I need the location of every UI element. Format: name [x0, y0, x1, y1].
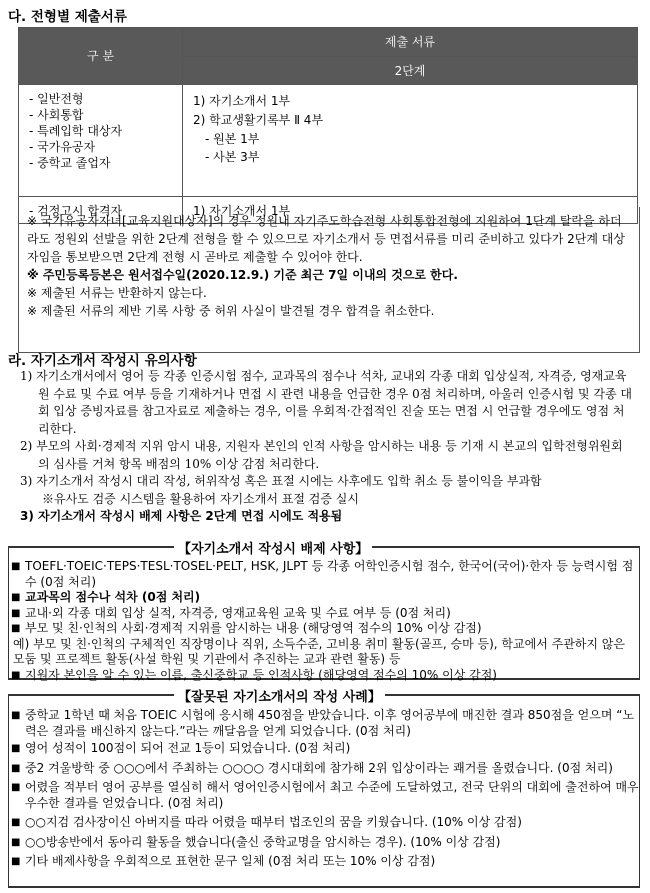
- exclusions-box: [8, 542, 640, 682]
- section-c-heading: 다. 전형별 제출서류: [8, 9, 127, 25]
- category-header: 구 분: [19, 28, 183, 85]
- exclusion-item: ■ 교과목의 점수나 석차 (0점 처리): [9, 590, 639, 606]
- document-item: 1) 자기소개서 1부: [193, 94, 291, 108]
- exclusion-item: ■ 부모 및 친·인척의 사회·경제적 지위를 암시하는 내용 (해당영역 점수의 10% 이상 감점): [9, 621, 639, 637]
- guideline-item-bold: 3) 자기소개서 작성시 배제 사항은 2단계 면접 시에도 적용됨: [20, 509, 343, 523]
- bad-example-item: ■ 중2 겨울방학 중 ○○○에서 주최하는 ○○○○ 경시대회에 참가해 2위 입상이라는 쾌거를 올렸습니다. (0점 처리): [9, 761, 639, 777]
- section-d-heading: 라. 자기소개서 작성시 유의사항: [8, 353, 197, 369]
- bad-example-item: ■ ○○지검 검사장이신 아버지를 따라 어렸을 때부터 법조인의 꿈을 키웠습니다. (10% 이상 감점): [9, 815, 639, 831]
- category-item: - 사회통합: [29, 108, 84, 122]
- guideline-note: ※유사도 검증 시스템을 활용하여 자기소개서 표절 검증 실시: [42, 491, 359, 506]
- guideline-item: 3) 자기소개서 작성시 대리 작성, 허위작성 혹은 표절 시에는 사후에도 입학 취소 등 불이익을 부과함: [20, 474, 542, 488]
- category-item: - 국가유공자: [29, 140, 96, 154]
- note: ※ 제출된 서류는 반환하지 않는다.: [27, 286, 207, 300]
- note: ※ 국가유공자자녀[교육지원대상자]의 경우 정원내 자기주도학습전형 사회통합전형에 지원하여 1단계 탈락을 하더라도 정원외 선발을 위한 2단계 전형을 할 수 있으므로 자기소개서 등 면접서류를 미리 준비하고 있다가 2단계 대상자임을 통보받으면 2단계 전형 시 곧바로 제출할 수 있어야 한다.: [27, 214, 625, 264]
- note-bold: ※ 주민등록등본은 원서접수일(2020.12.9.) 기준 최근 7일 이내의 것으로 한다.: [27, 268, 458, 282]
- exclusion-item: ■ TOEFL·TOEIC·TEPS·TESL·TOSEL·PELT, HSK, JLPT 등 각종 어학인증시험 점수, 한국어(국어)·한자 등 능력시험 점수 (0점 처리): [9, 559, 639, 590]
- note: ※ 제출된 서류의 제반 기록 사항 중 허위 사실이 발견될 경우 합격을 취소한다.: [27, 304, 435, 318]
- document-subitem: - 사본 3부: [205, 150, 260, 164]
- bad-examples-title: 【잘못된 자기소개서의 작성 사례】: [174, 686, 385, 705]
- documents-header: 제출 서류: [183, 28, 638, 57]
- bad-example-item: ■ ○○방송반에서 동아리 활동을 했습니다(출신 중학교명을 암시하는 경우). (10% 이상 감점): [9, 835, 639, 851]
- bad-example-item: ■ 영어 성적이 100점이 되어 전교 1등이 되었습니다. (0점 처리): [9, 741, 639, 757]
- guideline-item: 2) 부모의 사회·경제적 지위 암시 내용, 지원자 본인의 인적 사항을 암시하는 내용 등 기재 시 본교의 입학전형위원회의 심사를 거쳐 항목 배점의 10% 이상 감점 처리한다.: [20, 439, 623, 471]
- exclusion-example: 예) 부모 및 친·인척의 구체적인 직장명이나 직위, 소득수준, 고비용 취미 활동(골프, 승마 등), 학교에서 주관하지 않은 모둠 및 프로젝트 활동(사설 학원 및 기관에서 추진하는 교과 관련 활동) 등: [13, 636, 625, 666]
- document-subitem: - 원본 1부: [205, 132, 260, 146]
- exclusion-item: ■ 지원자 본인을 알 수 있는 이름, 출신중학교 등 인적사항 (해당영역 점수의 10% 이상 감점): [9, 668, 639, 684]
- documents-table: [18, 27, 638, 224]
- bad-example-item: ■ 중학교 1학년 때 처음 TOEIC 시험에 응시해 450점을 받았습니다. 이후 영어공부에 매진한 결과 850점을 얻으며 “노력은 결과를 배신하지 않는다.”라는 깨달음을 얻게 되었습니다. (0점 처리): [9, 708, 639, 739]
- documents-cell: [183, 85, 638, 197]
- guideline-item: 1) 자기소개서에서 영어 등 각종 인증시험 점수, 교과목의 점수나 석차, 교내외 각종 대회 입상실적, 자격증, 영재교육원 수료 및 수료 여부 등을 기재하거나 면접 시 관련 내용을 언급한 경우 0점 처리하며, 아울러 인증시험 및 각종 대회 입상 증빙자료를 참고자료로 제출하는 경우, 이를 우회적·간접적인 진술 또는 면접 시 언급할 경우에도 영점 처리한다.: [20, 369, 632, 436]
- bad-example-item: ■ 어렸을 적부터 영어 공부를 열심히 해서 영어인증시험에서 최고 수준에 도달하였고, 전국 단위의 대회에 출전하여 매우 우수한 결과를 얻었습니다. (0점 처리): [9, 780, 639, 811]
- exclusions-title: 【자기소개서 작성시 배제 사항】: [174, 538, 372, 557]
- category-item: - 일반전형: [29, 92, 84, 106]
- guidelines-list: [20, 368, 632, 526]
- category-item: - 특례입학 대상자: [29, 124, 123, 138]
- document-item: 1) 자기소개서 1부: [193, 204, 291, 218]
- category-item: - 중학교 졸업자: [29, 156, 111, 170]
- exclusion-item: ■ 교내·외 각종 대회 입상 실적, 자격증, 영재교육원 교육 및 수료 여부 등 (0점 처리): [9, 606, 639, 622]
- notes-box: [18, 207, 640, 353]
- bad-examples-box: [8, 690, 640, 888]
- bad-example-item: ■ 기타 배제사항을 우회적으로 표현한 문구 일체 (0점 처리 또는 10% 이상 감점): [9, 854, 639, 870]
- category-cell: [19, 85, 183, 197]
- document-item: 2) 학교생활기록부 Ⅱ 4부: [193, 113, 324, 127]
- category-item: - 검정고시 합격자: [29, 204, 123, 218]
- stage-header: 2단계: [183, 57, 638, 85]
